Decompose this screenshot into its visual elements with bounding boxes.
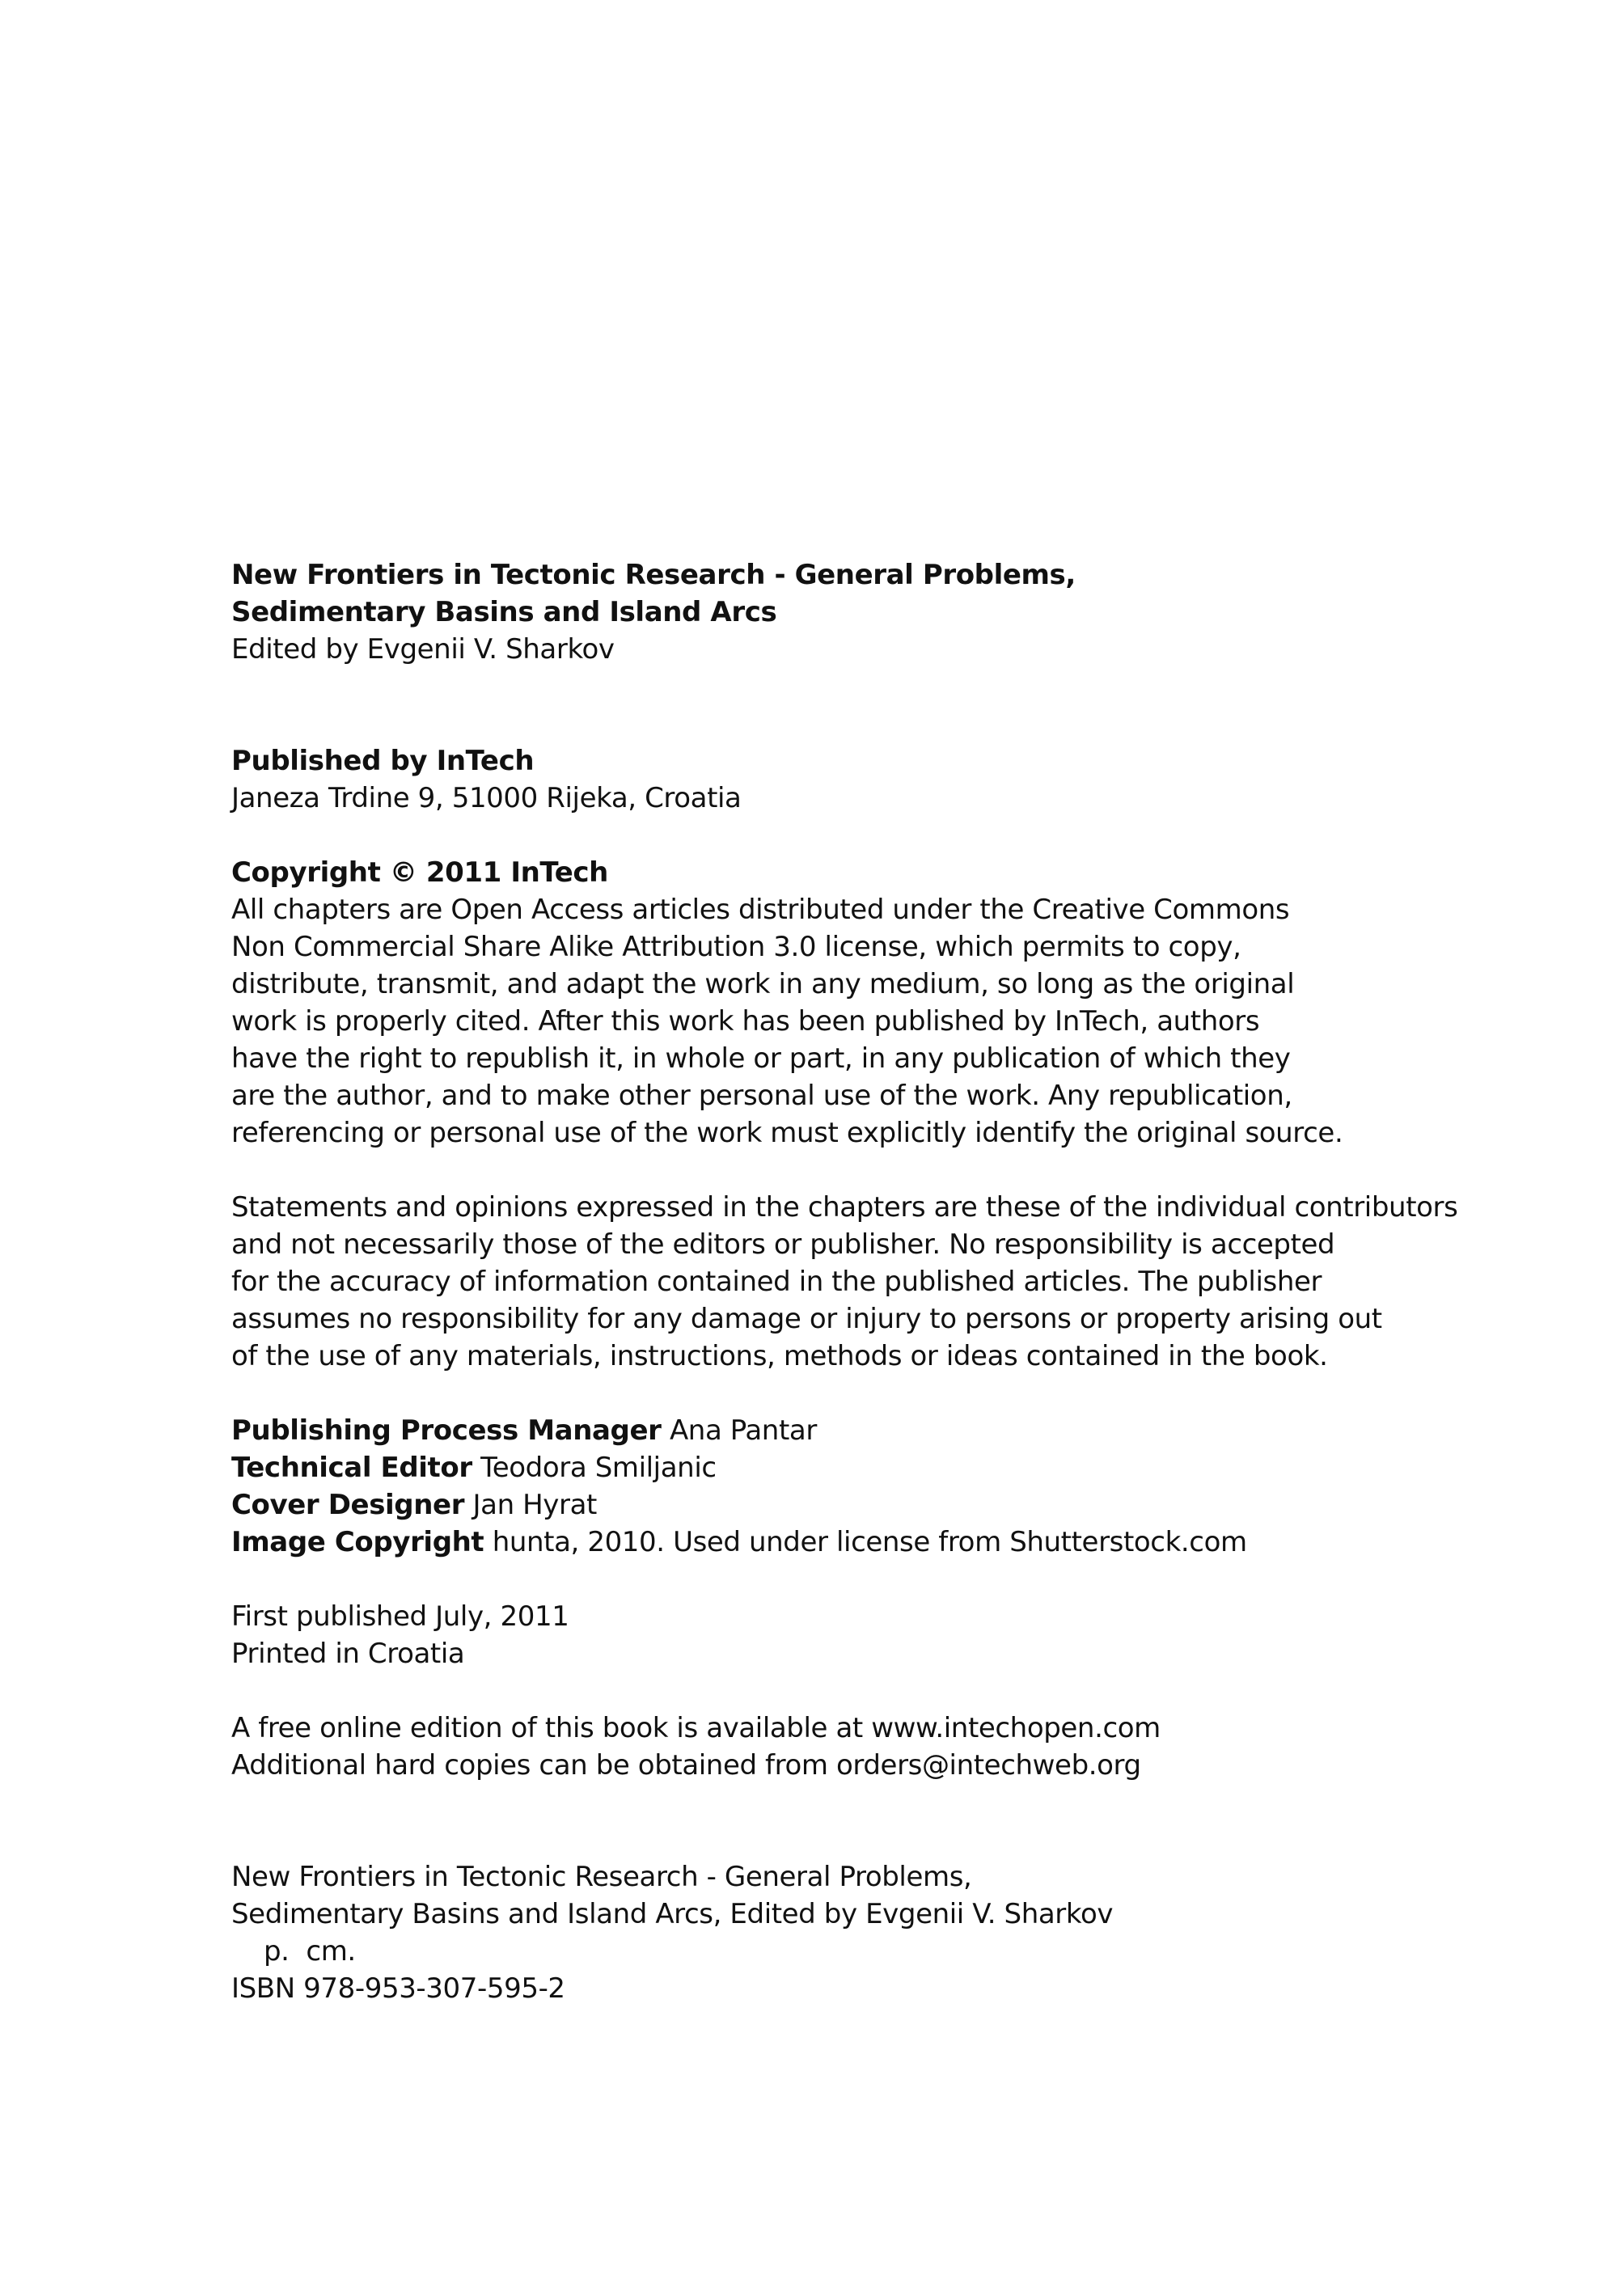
copyright-line: All chapters are Open Access articles distributed under the Creative Commons [231,894,1290,926]
publication-block [231,1598,1461,1672]
credit-name: Teodora Smiljanic [480,1452,717,1484]
disclaimer-line: of the use of any materials, instructions, methods or ideas contained in the book. [231,1340,1328,1372]
edited-by: Edited by Evgenii V. Sharkov [231,633,615,666]
credit-publishing-manager [231,1412,1461,1449]
copyright-block [231,854,1461,1152]
credit-name: Ana Pantar [669,1414,817,1447]
cataloging-line-2: Sedimentary Basins and Island Arcs, Edited by Evgenii V. Sharkov [231,1898,1114,1930]
disclaimer-line: and not necessarily those of the editors or publisher. No responsibility is accepted [231,1228,1335,1261]
cataloging-block [231,1858,1461,2007]
copyright-line: distribute, transmit, and adapt the work in any medium, so long as the original [231,968,1295,1000]
copyright-line: work is properly cited. After this work has been published by InTech, authors [231,1005,1260,1038]
cataloging-line-1: New Frontiers in Tectonic Research - General Problems, [231,1861,972,1893]
first-published: First published July, 2011 [231,1600,569,1633]
availability-block [231,1710,1461,1784]
credit-role: Publishing Process Manager [231,1414,662,1447]
book-title-line-1: New Frontiers in Tectonic Research - General Problems, [231,559,1076,591]
cataloging-line-3: p. cm. [264,1935,356,1968]
disclaimer-line: assumes no responsibility for any damage or injury to persons or property arising out [231,1303,1382,1335]
hard-copies: Additional hard copies can be obtained from orders@intechweb.org [231,1749,1141,1782]
copyright-label: Copyright © 2011 InTech [231,856,608,889]
title-block [231,556,1461,668]
credit-role: Cover Designer [231,1489,465,1521]
publisher-address: Janeza Trdine 9, 51000 Rijeka, Croatia [231,782,742,814]
credit-cover-designer [231,1486,1461,1524]
credit-name: Jan Hyrat [472,1489,597,1521]
copyright-line: have the right to republish it, in whole or part, in any publication of which they [231,1042,1291,1075]
online-edition: A free online edition of this book is available at www.intechopen.com [231,1712,1161,1744]
publisher-block [231,742,1461,817]
publisher-label: Published by InTech [231,745,535,777]
credit-role: Technical Editor [231,1452,472,1484]
printed-in: Printed in Croatia [231,1638,465,1670]
credit-name: hunta, 2010. Used under license from Shutterstock.com [492,1526,1247,1558]
isbn: ISBN 978-953-307-595-2 [231,1972,565,2005]
credit-technical-editor [231,1449,1461,1486]
book-title-line-2: Sedimentary Basins and Island Arcs [231,596,777,628]
page-content [231,556,1461,2007]
copyright-line: referencing or personal use of the work must explicitly identify the original source. [231,1117,1343,1149]
disclaimer-line: for the accuracy of information contained in the published articles. The publisher [231,1266,1322,1298]
copyright-line: Non Commercial Share Alike Attribution 3.0 license, which permits to copy, [231,931,1241,963]
disclaimer-line: Statements and opinions expressed in the chapters are these of the individual contributors [231,1191,1458,1224]
credits-block [231,1412,1461,1561]
disclaimer-block [231,1189,1461,1375]
copyright-line: are the author, and to make other personal use of the work. Any republication, [231,1080,1292,1112]
credit-role: Image Copyright [231,1526,484,1558]
credit-image-copyright [231,1524,1461,1561]
